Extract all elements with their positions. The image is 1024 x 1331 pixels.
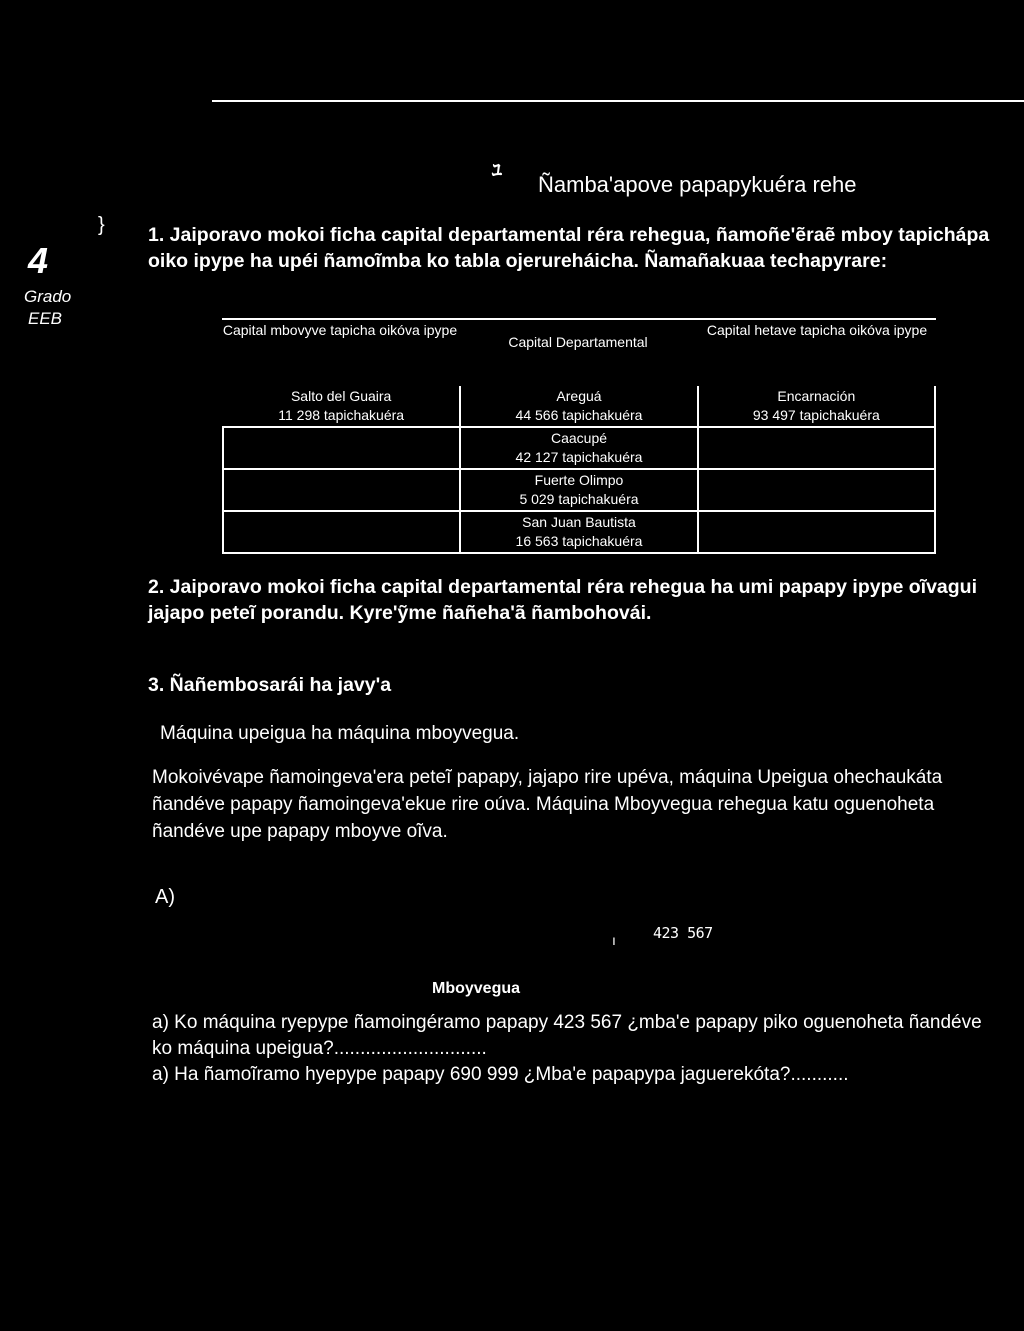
grade-number: 4 xyxy=(28,240,49,281)
table-cell xyxy=(698,427,935,469)
table-header-capital: Capital Departamental xyxy=(508,334,648,350)
cell-text: Areguá 44 566 tapichakuéra xyxy=(515,388,643,423)
unit-title: Ñamba'apove papapykuéra rehe xyxy=(538,172,857,197)
machine-input-mark: ı xyxy=(612,932,616,948)
table-cell xyxy=(698,386,935,427)
question-2: 2. Jaiporavo mokoi ficha capital departamental réra rehegua ha umi papapy ipype oĩvagui jajapo peteĩ porandu. Kyre'ỹme ñañeha'ã ñambohovái. xyxy=(148,576,978,624)
table-cell xyxy=(460,511,697,553)
machine-label: Mboyvegua xyxy=(432,980,521,997)
table-row xyxy=(223,469,935,511)
grade-label-line-2: EEB xyxy=(27,309,63,328)
machine-input-number: 423 567 xyxy=(653,924,713,942)
table-cell xyxy=(460,427,697,469)
top-rule xyxy=(212,100,1024,102)
table-row xyxy=(223,386,935,427)
decorative-mark-icon: ﾕ xyxy=(492,160,502,182)
table-cell xyxy=(223,427,460,469)
cell-text: Encarnación 93 497 tapichakuéra xyxy=(752,388,880,423)
table-header-min: Capital mbovyve tapicha oikóva ipype xyxy=(222,322,458,338)
table-header-max: Capital hetave tapicha oikóva ipype xyxy=(706,322,928,338)
table-cell xyxy=(223,511,460,553)
question-3-paragraph: Mokoivévape ñamoingeva'era peteĩ papapy, jajapo rire upéva, máquina Upeigua ohechaukáta ñandéve papapy ñamoingeva'ekue rire oúva. Máquina Mboyvegua rehegua katu oguenoheta ñandéve upe papapy mboyve oĩva. xyxy=(152,767,943,842)
table-cell xyxy=(698,469,935,511)
question-a: a) Ko máquina ryepype ñamoingéramo papapy 423 567 ¿mba'e papapy piko oguenoheta ñandéve ko máquina upeigua?............................. xyxy=(152,1012,982,1059)
table-cell xyxy=(223,469,460,511)
table-cell xyxy=(460,386,697,427)
question-3-subtitle: Máquina upeigua ha máquina mboyvegua. xyxy=(160,723,520,744)
capitals-table xyxy=(222,386,936,554)
cell-text: Caacupé 42 127 tapichakuéra xyxy=(515,430,643,465)
grade-label xyxy=(24,286,72,330)
table-cell xyxy=(223,386,460,427)
question-b: a) Ha ñamoĩramo hyepype papapy 690 999 ¿Mba'e papapypa jaguerekóta?........... xyxy=(152,1064,849,1085)
table-cell xyxy=(460,469,697,511)
exercise-questions xyxy=(152,1010,992,1088)
grade-label-line-1: Grado xyxy=(24,287,72,306)
cell-text: Salto del Guaira 11 298 tapichakuéra xyxy=(278,388,405,423)
question-1: 1. Jaiporavo mokoi ficha capital departamental réra rehegua, ñamoñe'ẽraẽ mboy tapichápa oiko ipype ha upéi ñamoĩmba ko tabla ojerureháicha. Ñamañakuaa techapyrare: xyxy=(148,224,990,272)
cell-text: San Juan Bautista 16 563 tapichakuéra xyxy=(515,514,643,549)
table-row xyxy=(223,511,935,553)
decorative-bracket-icon: } xyxy=(98,214,105,236)
exercise-label: A) xyxy=(155,886,175,908)
cell-text: Fuerte Olimpo 5 029 tapichakuéra xyxy=(519,472,639,507)
table-row xyxy=(223,427,935,469)
question-3-title: 3. Ñañembosarái ha javy'a xyxy=(148,674,392,696)
table-cell xyxy=(698,511,935,553)
